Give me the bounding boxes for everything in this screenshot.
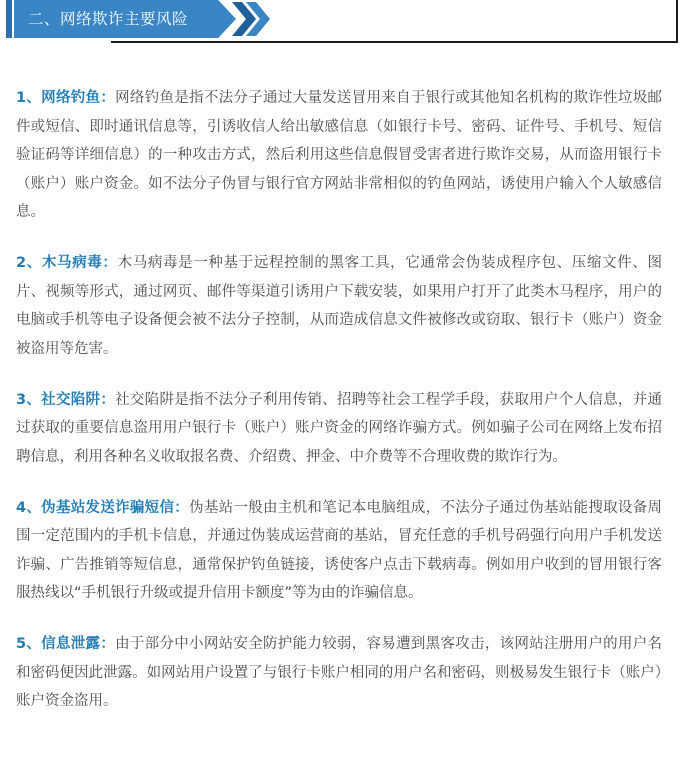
risk-heading: 3、社交陷阱： bbox=[16, 391, 116, 408]
article-body bbox=[16, 84, 662, 738]
risk-description: 网络钓鱼是指不法分子通过大量发送冒用来自于银行或其他知名机构的欺诈性垃圾邮件或短信、即时通讯信息等，引诱收信人给出敏感信息（如银行卡号、密码、证件号、手机号、短信验证码等详细信息）的一种攻击方式，然后利用这些信息假冒受害者进行欺诈交易，从而盗用银行卡（账户）账户资金。如不法分子伪冒与银行官方网站非常相似的钓鱼网站，诱使用户输入个人敏感信息。 bbox=[16, 90, 662, 220]
risk-item-phishing bbox=[16, 84, 662, 227]
risk-heading: 2、木马病毒： bbox=[16, 255, 118, 271]
risk-description: 木马病毒是一种基于远程控制的黑客工具，它通常会伪装成程序包、压缩文件、图片、视频等形式，通过网页、邮件等渠道引诱用户下载安装，如果用户打开了此类木马程序，用户的电脑或手机等电子设备便会被不法分子控制，从而造成信息文件被修改或窃取、银行卡（账户）资金被盗用等危害。 bbox=[16, 255, 662, 357]
section-header bbox=[6, 0, 674, 48]
risk-heading: 4、伪基站发送诈骗短信： bbox=[16, 499, 190, 516]
risk-description: 社交陷阱是指不法分子利用传销、招聘等社会工程学手段，获取用户个人信息，并通过获取的重要信息盗用用户银行卡（账户）账户资金的网络诈骗方式。例如骗子公司在网络上发布招聘信息，利用各种名义收取报名费、介绍费、押金、中介费等不合理收费的欺诈行为。 bbox=[16, 391, 662, 465]
risk-item-fake-base-station bbox=[16, 494, 662, 608]
risk-description: 由于部分中小网站安全防护能力较弱，容易遭到黑客攻击，该网站注册用户的用户名和密码便因此泄露。如网站用户设置了与银行卡账户相同的用户名和密码，则极易发生银行卡（账户）账户资金盗用。 bbox=[16, 636, 662, 709]
risk-item-data-leak bbox=[16, 630, 662, 716]
double-chevron-right-icon bbox=[228, 2, 274, 36]
risk-heading: 5、信息泄露： bbox=[16, 636, 116, 652]
risk-item-social-trap bbox=[16, 386, 662, 472]
risk-description: 伪基站一般由主机和笔记本电脑组成，不法分子通过伪基站能搜取设备周围一定范围内的手机卡信息，并通过伪装成运营商的基站，冒充任意的手机号码强行向用户手机发送诈骗、广告推销等短信息，通常保护钓鱼链接，诱使客户点击下载病毒。例如用户收到的冒用银行客服热线以“手机银行升级或提升信用卡额度”等为由的诈骗信息。 bbox=[16, 499, 663, 601]
risk-heading: 1、网络钓鱼： bbox=[16, 90, 116, 106]
risk-item-trojan bbox=[16, 249, 662, 363]
header-accent-bar bbox=[6, 0, 12, 38]
section-title: 二、网络欺诈主要风险 bbox=[28, 10, 189, 28]
